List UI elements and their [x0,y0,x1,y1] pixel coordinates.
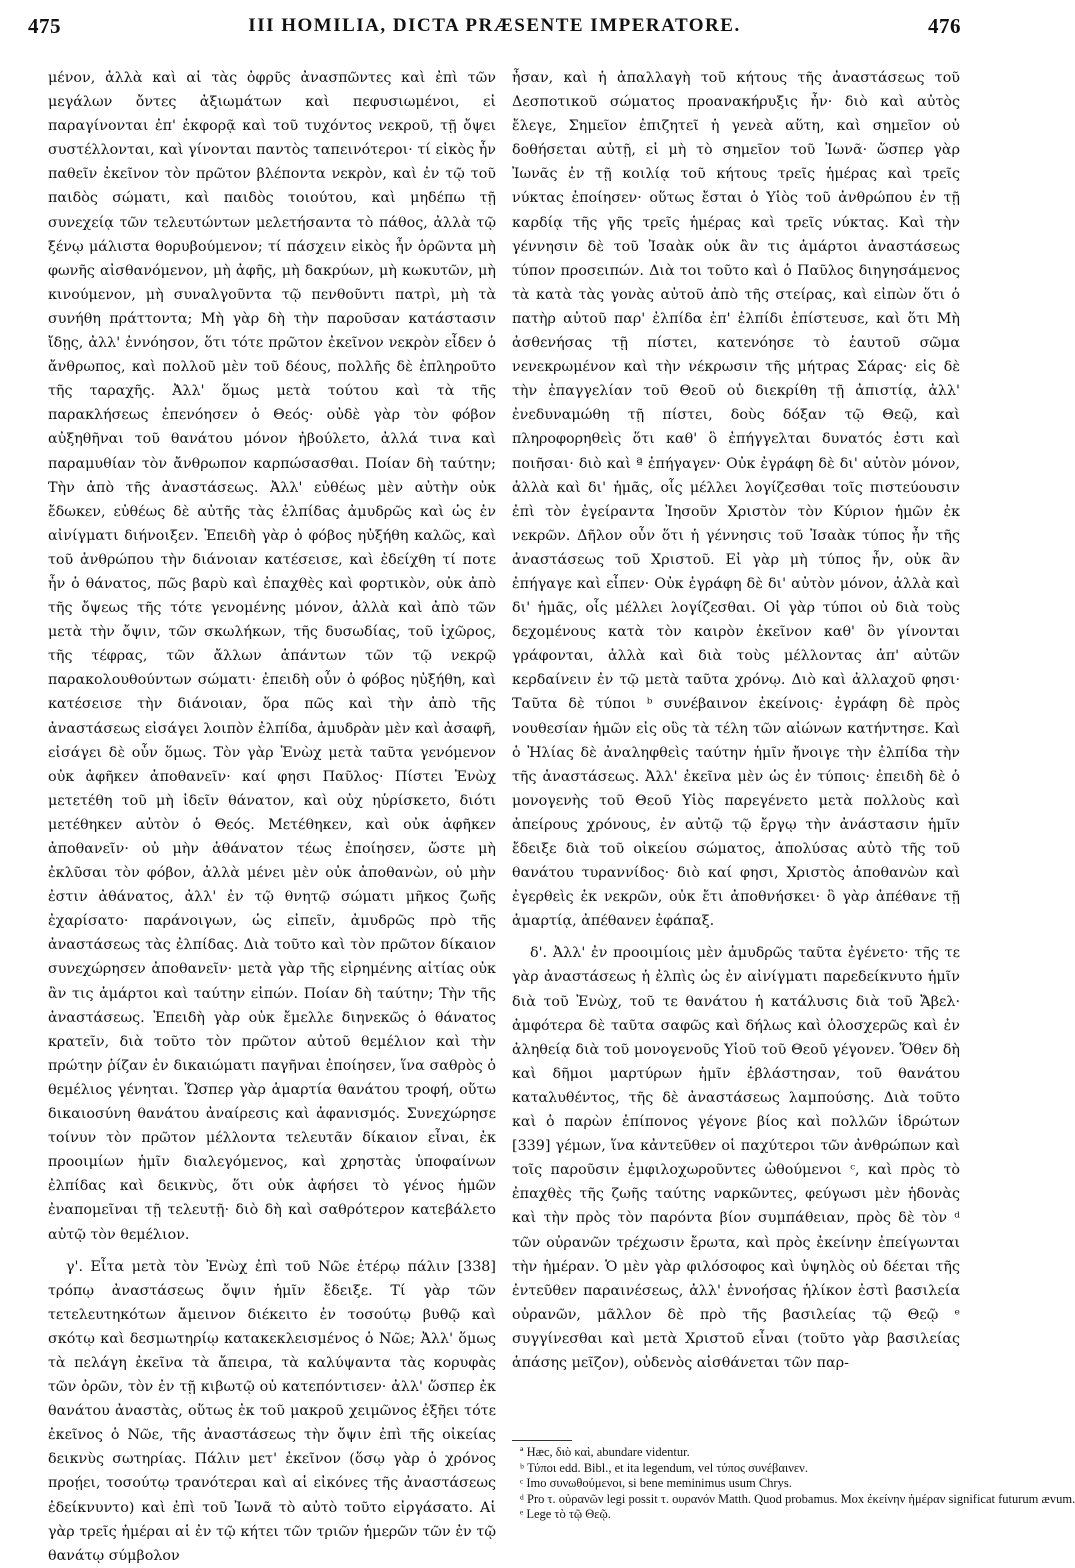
footnote-b: ᵇ Τύποι edd. Bibl., et ita legendum, vel τύπος συνέβαινεν. [520,1460,808,1475]
footnote-d: ᵈ Pro τ. οὐρανῶν legi possit τ. ουρανόν Matth. Quod probamus. Mox ἐκείνην ἡμέραν significat futurum ævum. [520,1491,1075,1506]
left-column [48,66,496,1568]
left-paragraph-1: μένον, ἀλλὰ καὶ αἱ τὰς ὀφρῦς ἀνασπῶντες καὶ ἐπὶ τῶν μεγάλων ὄντες ἀξιωμάτων καὶ πεφυσιωμένοι, εἰ παραγίνονται ἐπ' ἐκφορᾷ καὶ τοῦ τυχόντος νεκροῦ, τῇ ὄψει συστέλλονται, καὶ γίνονται παντὸς ταπεινότεροι· τί εἰκὸς ἦν παθεῖν ἐκεῖνον τὸν πρῶτον βλέποντα νεκρὸν, καὶ ἐν τῷ τοῦ παιδὸς σώματι, καὶ παιδὸς τοιούτου, καὶ μηδέπω τῇ συνεχείᾳ τῶν τελευτώντων μελετήσαντα τὸ πάθος, ἀλλὰ τῷ ξένῳ μάλιστα θορυβούμενον; τί πάσχειν εἰκὸς ἦν ὁρῶντα μὴ φωνῆς αἰσθανόμενον, μὴ ἀφῆς, μὴ δακρύων, μὴ κωκυτῶν, μὴ κινούμενον, μὴ συναλγοῦντα τῷ πενθοῦντι πατρὶ, μὴ τὰ συνήθη πράττοντα; Μὴ γὰρ δὴ τὴν παροῦσαν κατάστασιν ἴδῃς, ἀλλ' ἐννόησον, ὅτι τότε πρῶτον ἐκεῖνον νεκρὸν εἶδεν ὁ ἄνθρωπος, καὶ πολλοῦ μὲν τοῦ δέους, πολλῆς δὲ ἐπληροῦτο τῆς ταραχῆς. Ἀλλ' ὅμως μετὰ τούτου καὶ τὰ τῆς παρακλήσεως ἐπενόησεν ὁ Θεός· οὐδὲ γὰρ τὸν φόβον αὐξηθῆναι τοῦ θανάτου μόνον ἠβούλετο, ἀλλά τινα καὶ παραμυθίαν τὸν ἄνθρωπον καρπώσασθαι. Ποίαν δὴ ταύτην; Τὴν ἀπὸ τῆς ἀναστάσεως. Ἀλλ' εὐθέως μὲν αὐτὴν οὐκ ἔδωκεν, εὐθέως δὲ αὐτῆς τὰς ἐλπίδας ἀμυδρῶς καὶ ὡς ἐν αἰνίγματι διήνοιξεν. Ἐπειδὴ γὰρ ὁ φόβος ηὐξήθη καλῶς, καὶ τοῦ ἀνθρώπου τὴν διάνοιαν κατέσεισε, καὶ ἐδείχθη τί ποτε ἦν ὁ θάνατος, πῶς βαρὺ καὶ ἐπαχθὲς καὶ φορτικὸν, οὐκ ἀπὸ τῆς ὄψεως τῆς τότε γενομένης μόνον, ἀλλὰ καὶ ἀπὸ τῶν μετὰ τὴν ὄψιν, τῶν σκωλήκων, τῆς δυσωδίας, τοῦ ἰχῶρος, τῆς τέφρας, τῶν ἄλλων ἁπάντων τῶν τῷ νεκρῷ παρακολουθούντων σώματι· ἐπειδὴ οὖν ὁ φόβος ηὐξήθη, καὶ κατέσεισε τὴν διάνοιαν, ὅρα πῶς καὶ τὴν ἀπὸ τῆς ἀναστάσεως εἰσάγει λοιπὸν ἐλπίδα, ἀμυδρὰν μὲν καὶ ἀσαφῆ, εἰσάγει δὲ οὖν ὅμως. Τὸν γὰρ Ἐνὼχ μετὰ ταῦτα γενόμενον οὐκ ἀφῆκεν ἀποθανεῖν· καί φησι Παῦλος· Πίστει Ἐνὼχ μετετέθη τοῦ μὴ ἰδεῖν θάνατον, καὶ οὐχ ηὑρίσκετο, διότι μετέθηκεν αὐτὸν ὁ Θεός. Μετέθηκεν, καὶ οὐκ ἀφῆκεν ἀποθανεῖν· οὐ μὴν ἀθάνατον τέως ἐποίησεν, ὥστε μὴ ἐκλῦσαι τὸν φόβον, ἀλλὰ μένει μὲν οὐκ ἀποθανὼν, οὐ μὴν ἐστιν ἀθάνατος, ἀλλ' ἐν τῷ θνητῷ σώματι μῆκος ζωῆς ἐχαρίσατο· παράνοιγων, ὡς εἰπεῖν, ἀμυδρῶς πρὸ τῆς ἀναστάσεως τὰς ἐλπίδας. Διὰ τοῦτο καὶ τὸν πρῶτον δίκαιον συνεχώρησεν ἀποθανεῖν· μετὰ γὰρ τῆς εἰρημένης αἰτίας οὐκ ἂν τις ἁμάρτοι καὶ ταύτην εἰπών. Ποίαν δὴ ταύτην; Τὴν τῆς ἀναστάσεως. Ἐπειδὴ γὰρ οὐκ ἔμελλε διηνεκῶς ὁ θάνατος κρατεῖν, διὰ τοῦτο τὸν πρῶτον αὐτοῦ θεμέλιον καὶ τὴν πρώτην ῥίζαν ἐν δικαιώματι παγῆναι ἐποίησεν, ἵνα σαθρὸς ὁ θεμέλιος γένηται. Ὥσπερ γὰρ ἁμαρτία θανάτου τροφή, οὕτω δικαιοσύνη θανάτου ἀναίρεσις καὶ ἀφανισμός. Συνεχώρησε τοίνυν τὸν πρῶτον μέλλοντα τελευτᾶν δίκαιον εἶναι, ἐκ προοιμίων ἡμῖν διαλεγόμενος, καὶ χρηστὰς ὑποφαίνων ἐλπίδας καὶ δεικνὺς, ὅτι οὐκ ἀφήσει τὸ γένος ἡμῶν ἐναπομεῖναι τῇ τελευτῇ· διὸ δὴ καὶ σαθρότερον κατεβάλετο αὐτῷ τὸν θεμέλιον. [48,70,496,1243]
page-number-left: 475 [28,13,61,38]
right-section-delta: δ'. Ἀλλ' ἐν προοιμίοις μὲν ἀμυδρῶς ταῦτα ἐγένετο· τῆς τε γὰρ ἀναστάσεως ἡ ἐλπὶς ὡς ἐν αἰνίγματι παρεδείκνυτο ἡμῖν διὰ τοῦ Ἐνὼχ, τοῦ τε θανάτου ἡ κατάλυσις διὰ τοῦ Ἄβελ· ἀμφότερα δὲ ταῦτα σαφῶς καὶ δήλως καὶ ὁλοσχερῶς καὶ ἐν ἀληθείᾳ διὰ τοῦ μονογενοῦς Υἱοῦ τοῦ Θεοῦ γέγονεν. Ὅθεν δὴ καὶ δῆμοι μαρτύρων ἡμῖν ἐβλάστησαν, τοῦ θανάτου καταλυθέντος, τῆς δὲ ἀναστάσεως λαμπούσης. Διὰ τοῦτο καὶ ὁ παρὼν ἐπίπονος γέγονε βίος καὶ πολλῶν ἱδρώτων [339] γέμων, ἵνα κἀντεῦθεν οἱ παχύτεροι τῶν ἀνθρώπων καὶ τοῖς παροῦσιν ἐμφιλοχωροῦντες ὠθούμενοι ᶜ, καὶ πρὸς τὸ ἐπαχθὲς τῆς ζωῆς ταύτης ναρκῶντες, φεύγωσι μὲν ἡδονὰς καὶ τὴν πρὸς τὸν παρόντα βίον συμπάθειαν, πρὸς δὲ τὸν ᵈ τῶν οὐρανῶν τρέχωσιν ἔρωτα, καὶ πρὸς ἐκείνην ἐπείγωνται τὴν ἡμέραν. Ὁ μὲν γὰρ φιλόσοφος καὶ ὑψηλὸς οὐ δέεται τῆς ἐντεῦθεν παραινέσεως, ἀλλ' ἐννοήσας ἡλίκον ἐστὶ βασιλεία οὐρανῶν, μᾶλλον δὲ πρὸ τῆς βασιλείας τῷ Θεῷ ᵉ συγγίνεσθαι καὶ μετὰ Χριστοῦ εἶναι (τοῦτο γὰρ βασιλείας ἁπάσης μεῖζον), οὐδενὸς αἰσθάνεται τῶν παρ- [512,945,960,1371]
right-column [512,66,960,1375]
footnote-e: ᵉ Lege τὸ τῷ Θεῷ. [520,1507,611,1522]
footnotes [512,1440,1075,1523]
footnote-rule [512,1440,572,1441]
footnote-c: ᶜ Imo συνωθούμενοι, si bene meminimus usum Chrys. [520,1476,792,1491]
footnote-a: ª Hæc, διὸ καὶ, abundare videntur. [520,1445,690,1459]
running-title: III HOMILIA, DICTA PRÆSENTE IMPERATORE. [248,15,741,36]
right-paragraph-1: ἦσαν, καὶ ἡ ἀπαλλαγὴ τοῦ κήτους τῆς ἀναστάσεως τοῦ Δεσποτικοῦ σώματος προανακήρυξις ἦν· διὸ καὶ αὐτὸς ἔλεγε, Σημεῖον ἐπιζητεῖ ἡ γενεὰ αὕτη, καὶ σημεῖον οὐ δοθήσεται αὐτῇ, εἰ μὴ τὸ σημεῖον τοῦ Ἰωνᾶ· ὥσπερ γὰρ Ἰωνᾶς ἐν τῇ κοιλίᾳ τοῦ κήτους τρεῖς ἡμέρας καὶ τρεῖς νύκτας ἐποίησεν· οὕτως ἔσται ὁ Υἱὸς τοῦ ἀνθρώπου ἐν τῇ καρδίᾳ τῆς γῆς τρεῖς ἡμέρας καὶ τρεῖς νύκτας. Καὶ τὴν γέννησιν δὲ τοῦ Ἰσαὰκ οὐκ ἂν τις ἁμάρτοι ἀναστάσεως τύπον προσειπών. Διὰ τοι τοῦτο καὶ ὁ Παῦλος διηγησάμενος τὰ κατὰ τὰς γονὰς αὐτοῦ ἀπὸ τῆς στείρας, καὶ εἰπὼν ὅτι ὁ πατὴρ αὐτοῦ παρ' ἐλπίδα ἐπ' ἐλπίδι ἐπίστευσε, καὶ ὅτι Μὴ ἀσθενήσας τῇ πίστει, κατενόησε τὸ ἑαυτοῦ σῶμα νενεκρωμένον καὶ τὴν νέκρωσιν τῆς μήτρας Σάρας· εἰς δὲ τὴν ἐπαγγελίαν τοῦ Θεοῦ οὐ διεκρίθη τῇ ἀπιστίᾳ, ἀλλ' ἐνεδυναμώθη τῇ πίστει, δοὺς δόξαν τῷ Θεῷ, καὶ πληροφορηθεὶς ὅτι καθ' ὃ ἐπήγγελται δυνατός ἐστι καὶ ποιῆσαι· διὸ καὶ ª ἐπήγαγεν· Οὐκ ἐγράφη δὲ δι' αὐτὸν μόνον, ἀλλὰ καὶ δι' ἡμᾶς, οἷς μέλλει λογίζεσθαι τοῖς πιστεύουσιν ἐπὶ τὸν ἐγείραντα Ἰησοῦν Χριστὸν τὸν Κύριον ἡμῶν ἐκ νεκρῶν. Δῆλον οὖν ὅτι ἡ γέννησις τοῦ Ἰσαὰκ τύπος ἦν τῆς ἀναστάσεως τοῦ Χριστοῦ. Εἰ γὰρ μὴ τύπος ἦν, οὐκ ἂν ἐπήγαγε καὶ εἶπεν· Οὐκ ἐγράφη δὲ δι' αὐτὸν μόνον, ἀλλὰ καὶ δι' ἡμᾶς, οἷς μέλλει λογίζεσθαι. Οἱ γὰρ τύποι οὐ διὰ τοὺς δεχομένους κατὰ τὸν καιρὸν ἐκεῖνον καθ' ὃν γίνονται γράφονται, ἀλλὰ καὶ διὰ τοὺς μέλλοντας ἀπ' αὐτῶν κερδαίνειν ἐν τῷ μετὰ ταῦτα χρόνῳ. Διὸ καὶ ἀλλαχοῦ φησι· Ταῦτα δὲ τύποι ᵇ συνέβαινον ἐκείνοις· ἐγράφη δὲ πρὸς νουθεσίαν ἡμῶν εἰς οὓς τὰ τέλη τῶν αἰώνων κατήντησε. Καὶ ὁ Ἠλίας δὲ ἀναληφθεὶς ταύτην ἡμῖν ἤνοιγε τὴν ἐλπίδα τὴν τῆς ἀναστάσεως. Ἀλλ' ἐκεῖνα μὲν ὡς ἐν τύποις· ἐπειδὴ δὲ ὁ μονογενὴς τοῦ Θεοῦ Υἱὸς παρεγένετο μετὰ πολλοὺς καὶ ἀπείρους χρόνους, ἐν αὐτῷ τῷ ἔργῳ τὴν ἀνάστασιν ἡμῖν ἔδειξε διὰ τοῦ οἰκείου σώματος, ἀπολύσας αὐτὸ τῆς τοῦ θανάτου τυραννίδος· διὸ καί φησι, Χριστὸς ἀποθανὼν καὶ ἐγερθεὶς ἐκ νεκρῶν, οὐκ ἔτι ἀποθνήσκει· ὃ γὰρ ἀπέθανε τῇ ἁμαρτίᾳ, ἀπέθανεν ἐφάπαξ. [512,70,960,930]
page-number-right: 476 [928,13,961,38]
left-section-gamma: γ'. Εἶτα μετὰ τὸν Ἐνὼχ ἐπὶ τοῦ Νῶε ἑτέρῳ πάλιν [338] τρόπῳ ἀναστάσεως ὄψιν ἡμῖν ἔδειξε. Τί γὰρ τῶν τετελευτηκότων ἄμεινον διέκειτο ἐν τοσούτῳ βυθῷ καὶ σκότῳ καὶ δεσμωτηρίῳ κατακεκλεισμένος ὁ Νῶε; Ἀλλ' ὅμως τὰ πελάγη ἐκεῖνα τὰ ἄπειρα, τὰ καλύψαντα τὰς κορυφὰς τῶν ὀρῶν, τὸν ἐν τῇ κιβωτῷ οὐ κατεπόντισεν· ἀλλ' ὥσπερ ἐκ θανάτου ἀναστὰς, οὕτως ἐκ τοῦ μακροῦ χειμῶνος ἐξῆει τότε ἐκεῖνος ὁ Νῶε, τῆς ἀναστάσεως τὴν ὄψιν ἐπὶ τῆς οἰκείας δεικνὺς σωτηρίας. Πάλιν μετ' ἐκεῖνον (ὅσῳ γὰρ ὁ χρόνος προῄει, τοσούτῳ τρανότεραι καὶ αἱ εἰκόνες τῆς ἀναστάσεως ἐδείκνυντο) καὶ ἐπὶ τοῦ Ἰωνᾶ τὸ αὐτὸ τοῦτο εἰργάσατο. Αἱ γὰρ τρεῖς ἡμέραι αἱ ἐν τῷ κήτει τῶν τριῶν ἡμερῶν τῶν ἐν τῷ θανάτῳ σύμβολον [48,1258,496,1564]
running-header [28,10,961,42]
